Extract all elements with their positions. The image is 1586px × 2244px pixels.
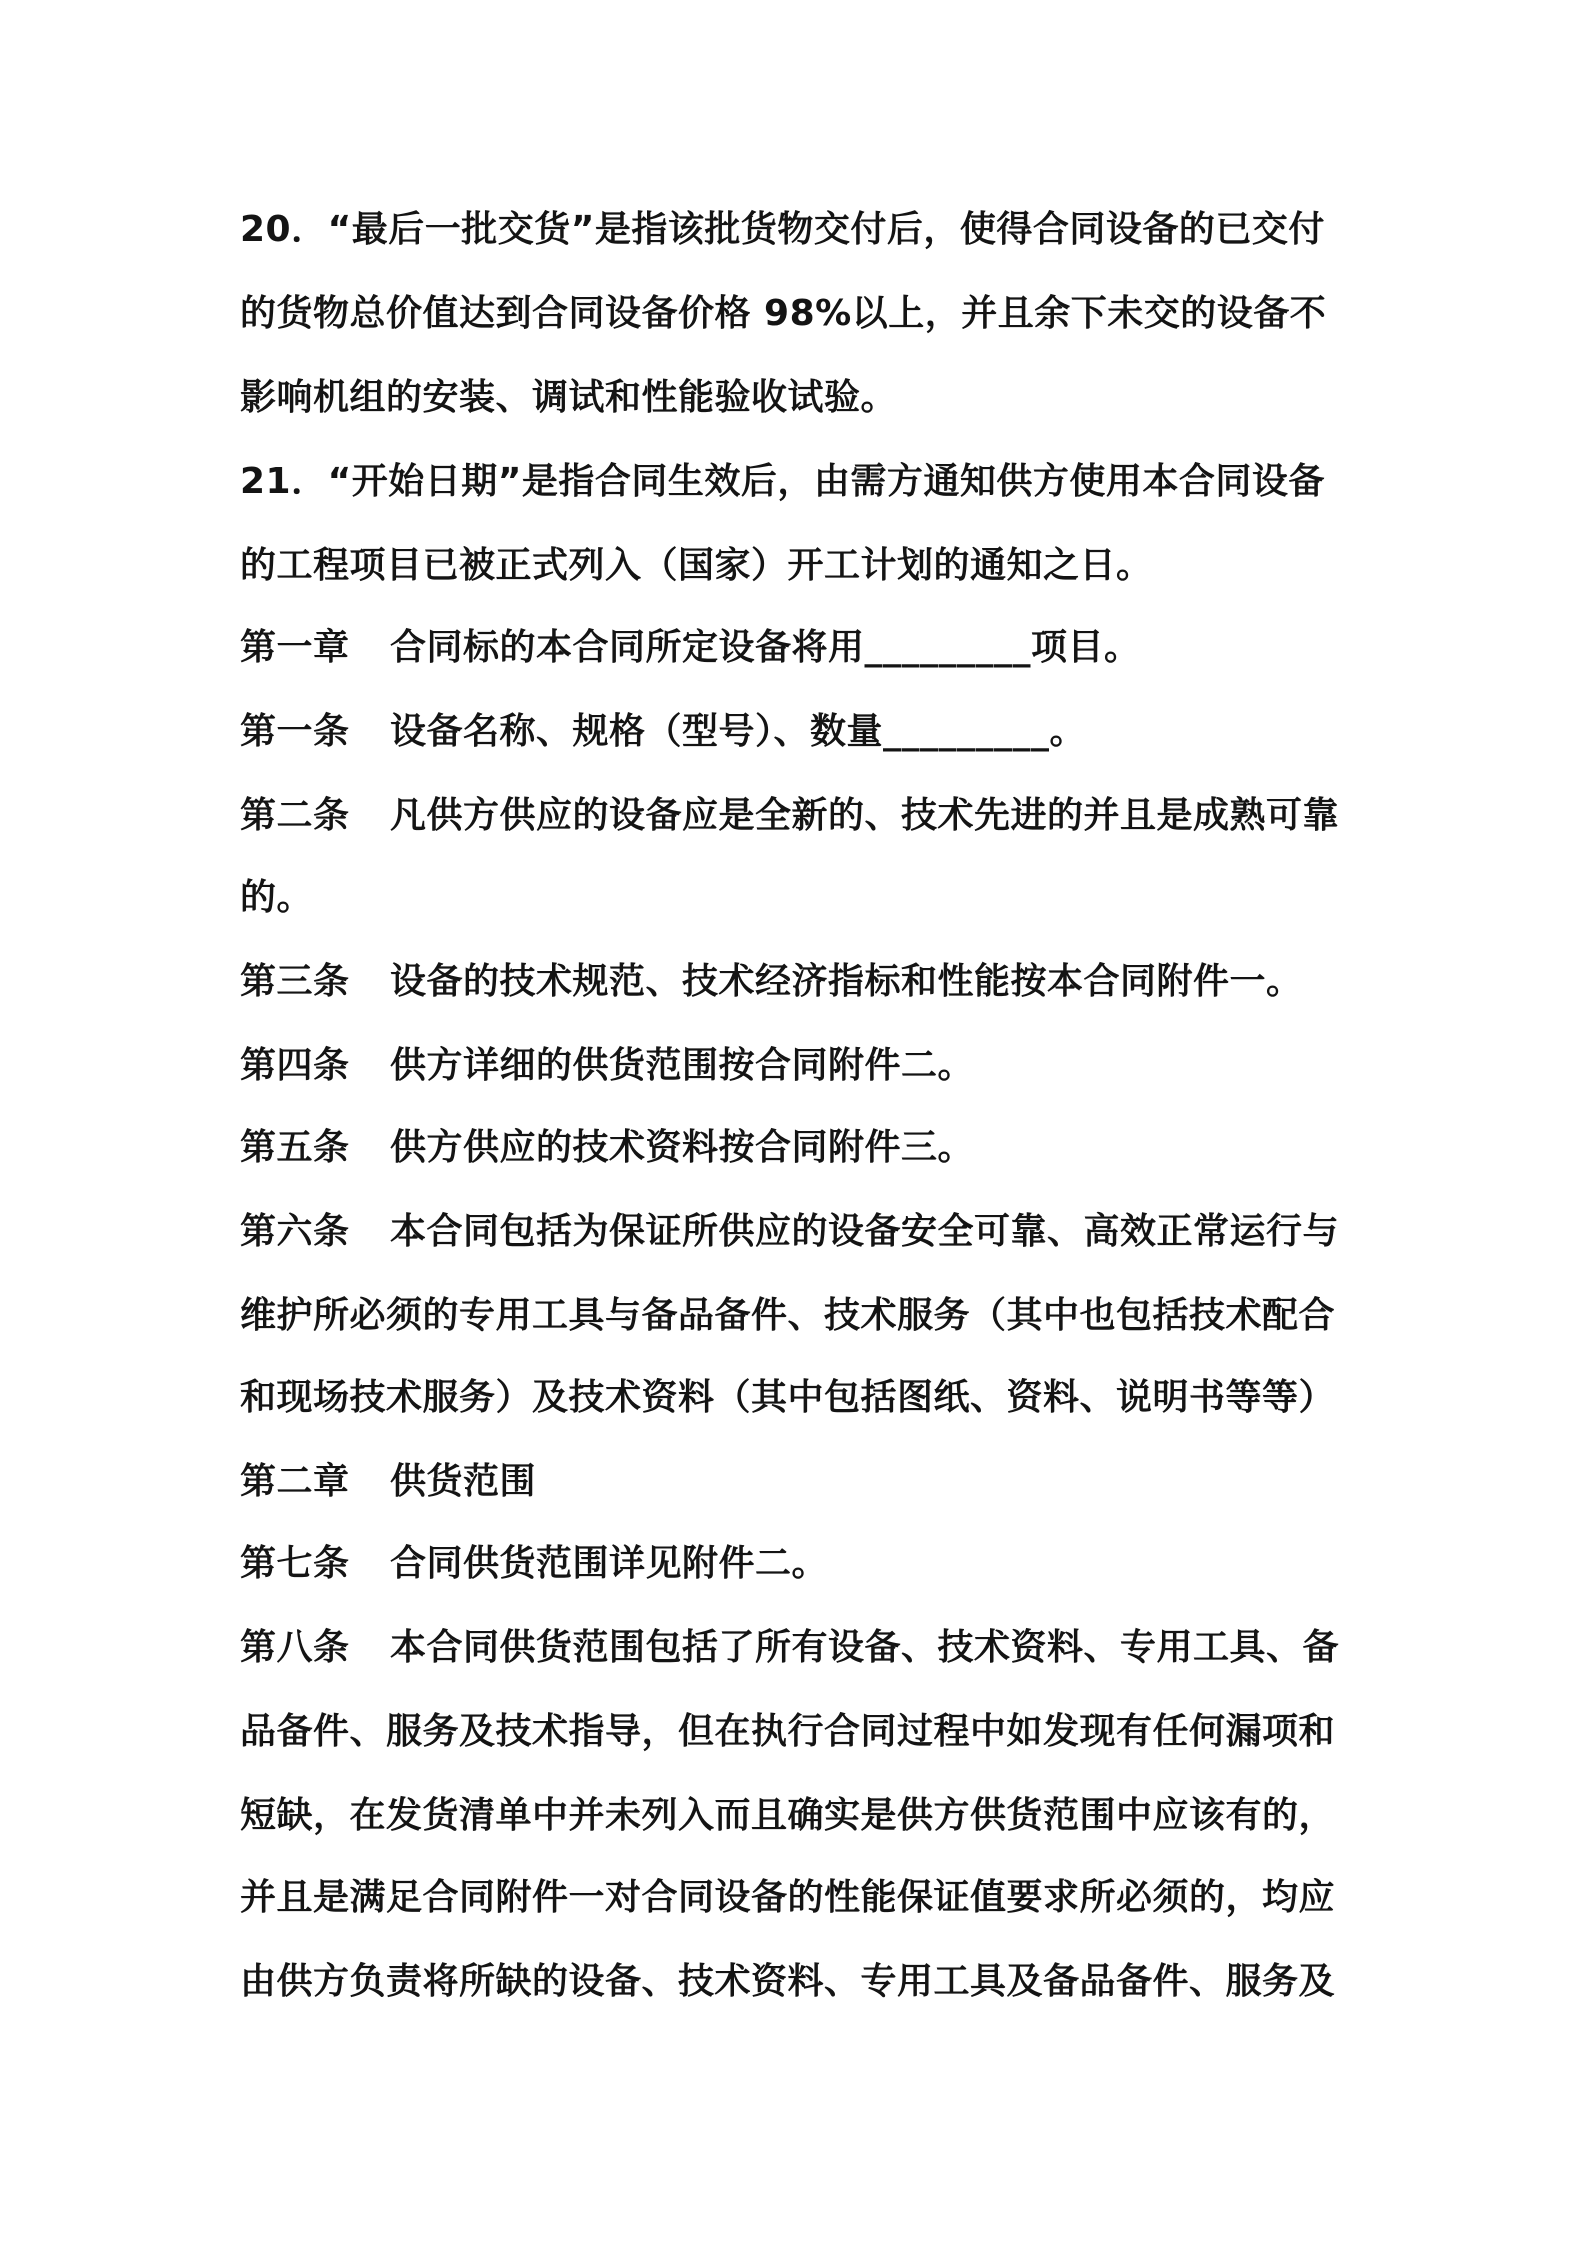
text-line: 短缺，在发货清单中并未列入而且确实是供方供货范围中应该有的， bbox=[240, 1795, 1336, 1836]
article-text: 本合同供货范围包括了所有设备、技术资料、专用工具、备 bbox=[390, 1627, 1340, 1668]
chapter-2-heading bbox=[240, 1440, 536, 1524]
chapter-1-heading bbox=[240, 606, 1141, 690]
article-text: 本合同包括为保证所供应的设备安全可靠、高效正常运行与 bbox=[390, 1211, 1340, 1252]
article-number: 第六条 bbox=[240, 1211, 350, 1252]
article-number: 第五条 bbox=[240, 1127, 350, 1168]
chapter-number: 第一章 bbox=[240, 627, 350, 668]
article-text: 凡供方供应的设备应是全新的、技术先进的并且是成熟可靠 bbox=[390, 795, 1340, 836]
text-line: 影响机组的安装、调试和性能验收试验。 bbox=[240, 377, 898, 418]
article-6 bbox=[240, 1190, 1339, 1274]
text-line: 20．“最后一批交货”是指该批货物交付后，使得合同设备的已交付 bbox=[240, 209, 1325, 250]
chapter-text: 供货范围 bbox=[390, 1461, 537, 1502]
article-text: 合同供货范围详见附件二。 bbox=[390, 1543, 829, 1584]
text-line: 的工程项目已被正式列入（国家）开工计划的通知之日。 bbox=[240, 545, 1153, 586]
text-line: 品备件、服务及技术指导，但在执行合同过程中如发现有任何漏项和 bbox=[240, 1711, 1336, 1752]
article-7 bbox=[240, 1522, 828, 1606]
text-line: 的货物总价值达到合同设备价格 98%以上，并且余下未交的设备不 bbox=[240, 293, 1327, 334]
article-number: 第三条 bbox=[240, 961, 350, 1002]
text-line: 由供方负责将所缺的设备、技术资料、专用工具及备品备件、服务及 bbox=[240, 1961, 1336, 2002]
text-line: 21．“开始日期”是指合同生效后，由需方通知供方使用本合同设备 bbox=[240, 461, 1325, 502]
chapter-number: 第二章 bbox=[240, 1461, 350, 1502]
article-5 bbox=[240, 1106, 974, 1190]
text-line: 和现场技术服务）及技术资料（其中包括图纸、资料、说明书等等） bbox=[240, 1377, 1336, 1418]
article-3 bbox=[240, 940, 1303, 1024]
article-8 bbox=[240, 1606, 1339, 1690]
article-number: 第八条 bbox=[240, 1627, 350, 1668]
article-number: 第四条 bbox=[240, 1045, 350, 1086]
article-text: 供方详细的供货范围按合同附件二。 bbox=[390, 1045, 975, 1086]
article-number: 第一条 bbox=[240, 711, 350, 752]
article-number: 第二条 bbox=[240, 795, 350, 836]
text-line: 维护所必须的专用工具与备品备件、技术服务（其中也包括技术配合 bbox=[240, 1295, 1336, 1336]
text-line: 并且是满足合同附件一对合同设备的性能保证值要求所必须的，均应 bbox=[240, 1877, 1336, 1918]
article-1 bbox=[240, 690, 1086, 774]
article-text: 供方供应的技术资料按合同附件三。 bbox=[390, 1127, 975, 1168]
chapter-text: 合同标的本合同所定设备将用_________项目。 bbox=[390, 627, 1141, 668]
article-2 bbox=[240, 774, 1339, 858]
article-number: 第七条 bbox=[240, 1543, 350, 1584]
article-text: 设备名称、规格（型号）、数量_________。 bbox=[390, 711, 1087, 752]
article-4 bbox=[240, 1024, 974, 1108]
article-text: 设备的技术规范、技术经济指标和性能按本合同附件一。 bbox=[390, 961, 1303, 1002]
text-line: 的。 bbox=[240, 877, 314, 918]
